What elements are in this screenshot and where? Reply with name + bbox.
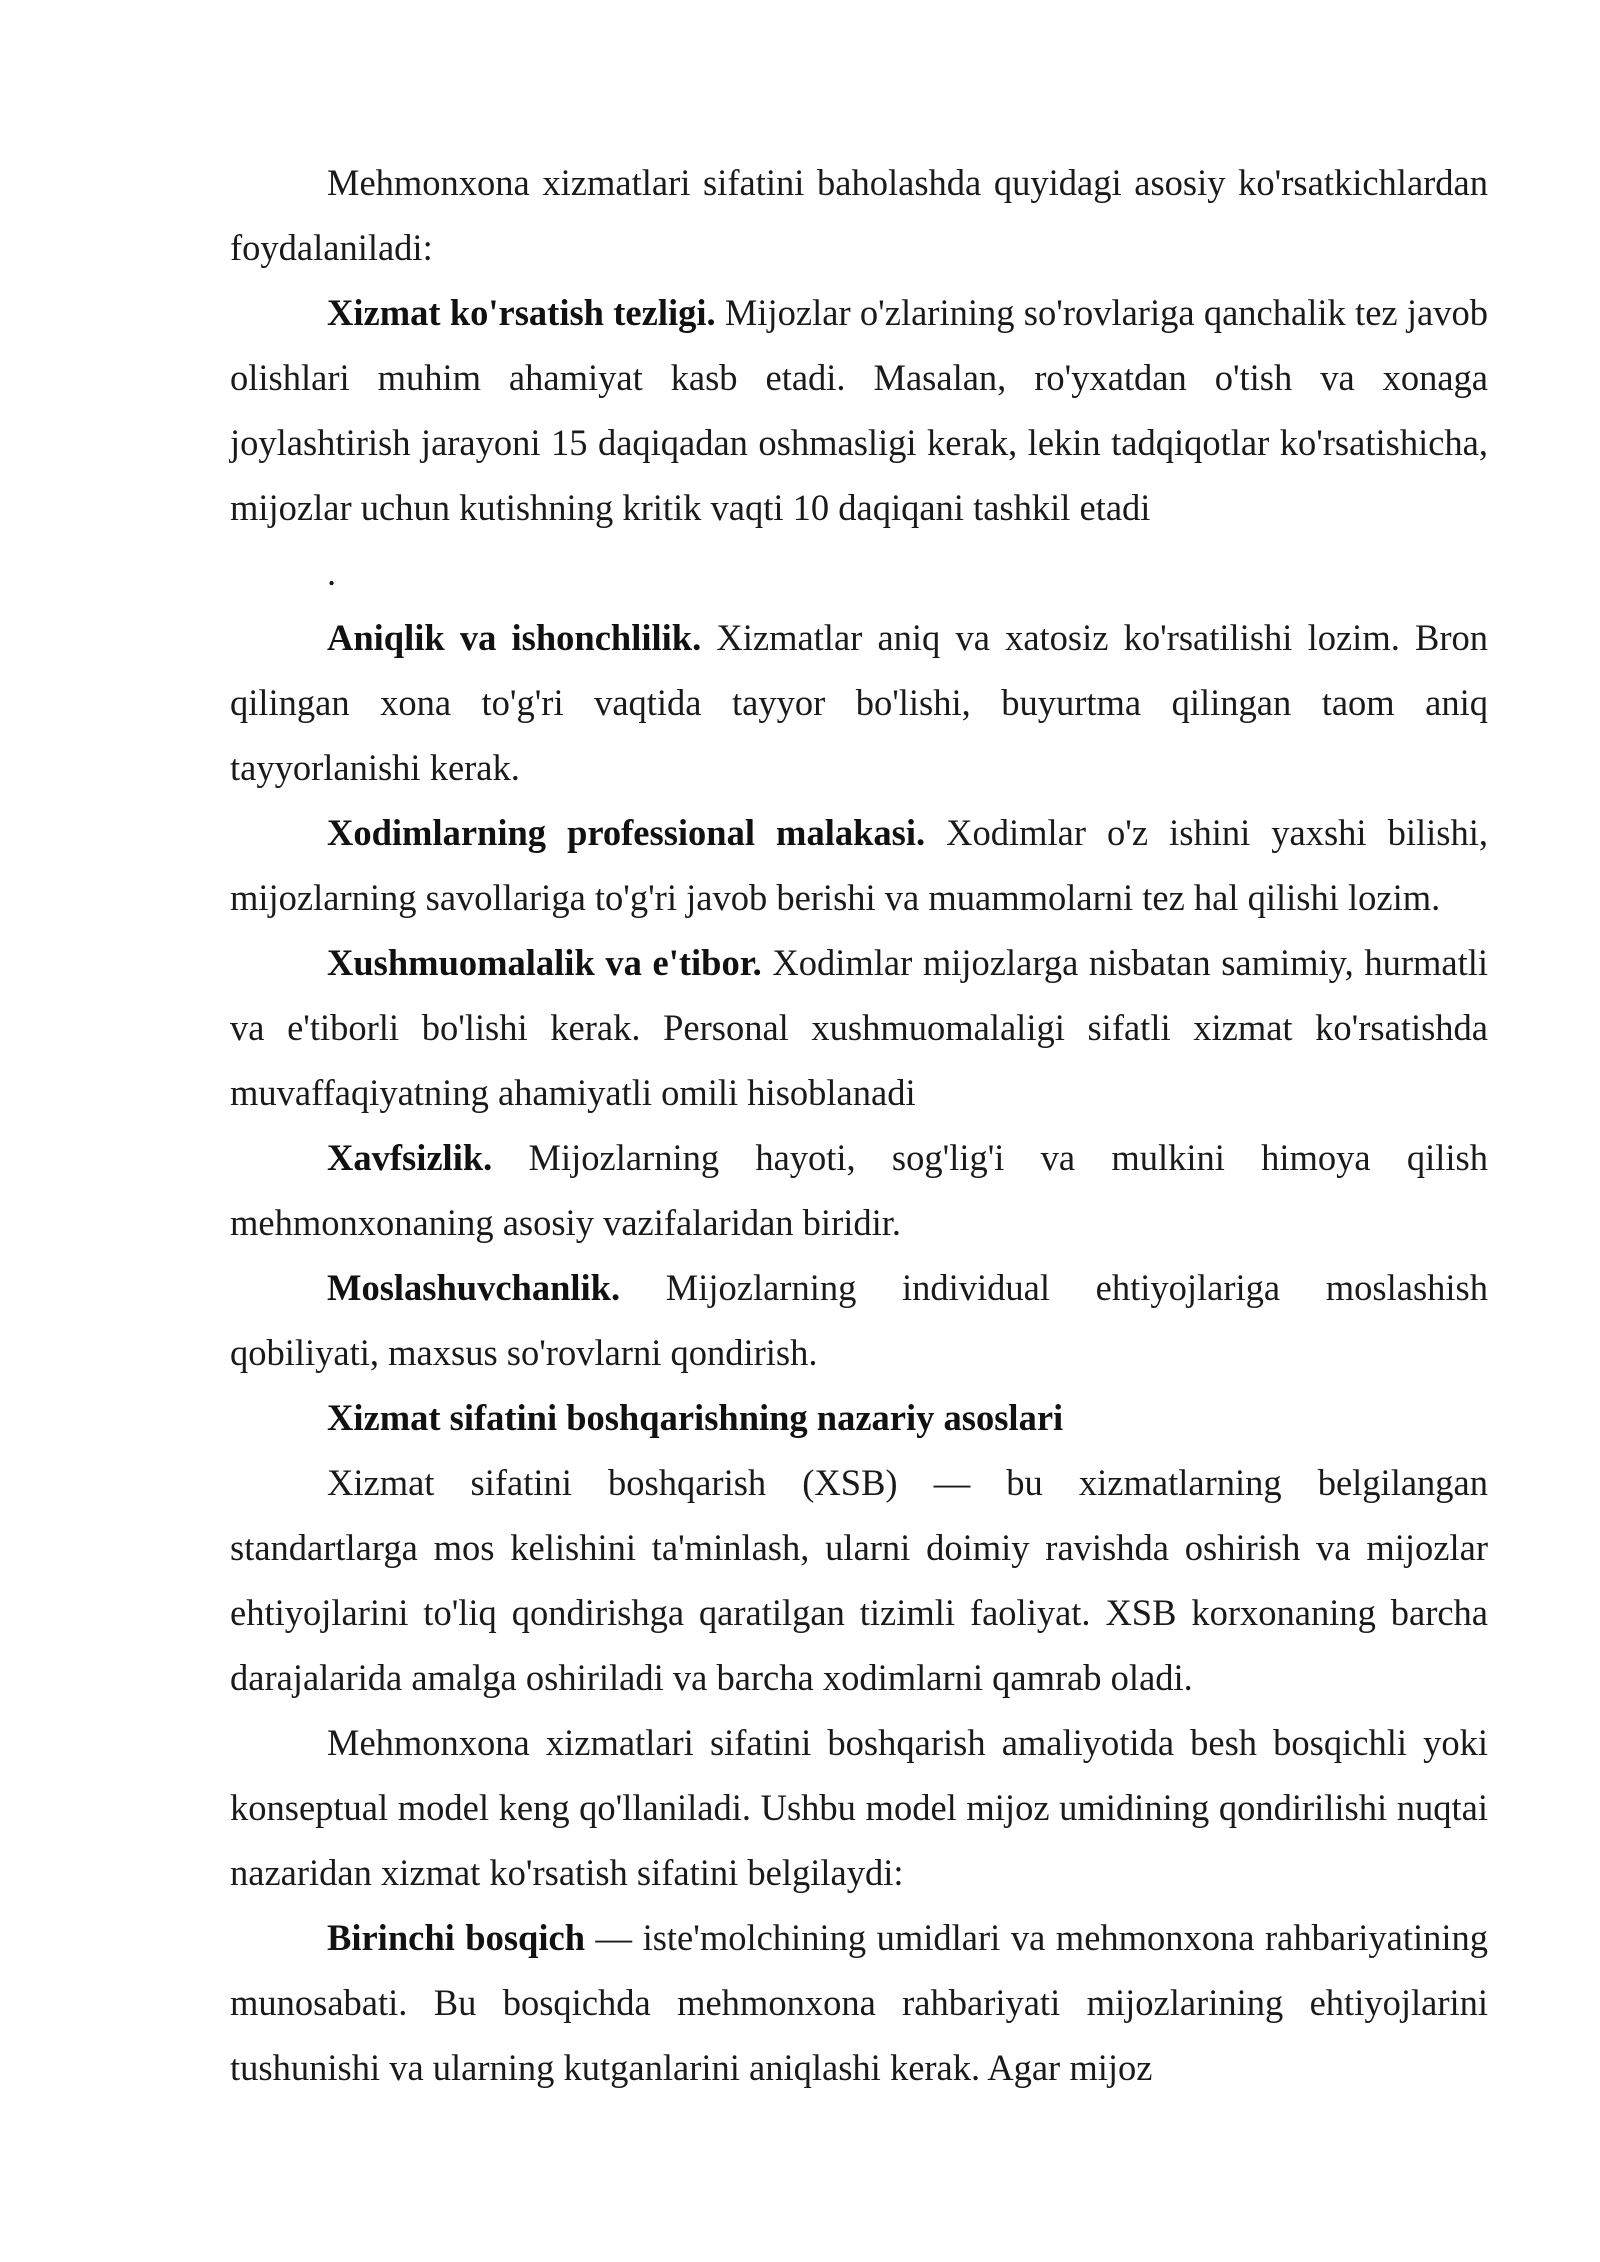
paragraph-lead: Xizmat ko'rsatish tezligi. bbox=[327, 292, 716, 333]
paragraph-lead: Xushmuomalalik va e'tibor. bbox=[327, 942, 762, 983]
paragraph-period bbox=[230, 540, 1488, 605]
paragraph-lead: Xavfsizlik. bbox=[327, 1137, 493, 1178]
paragraph-text: Mehmonxona xizmatlari sifatini boshqarish amaliyotida besh bosqichli yoki konseptual model keng qo'llaniladi. Ushbu model mijoz umidining qondirilishi nuqtai nazaridan xizmat ko'rsatish sifatini belgilaydi: bbox=[230, 1722, 1488, 1893]
paragraph-text: Mijozlar o'zlarining so'rovlariga qanchalik tez javob olishlari muhim ahamiyat kasb etadi. Masalan, ro'yxatdan o'tish va xonaga joylashtirish jarayoni 15 daqiqadan oshmasligi kerak, lekin tadqiqotlar ko'rsatishicha, mijozlar uchun kutishning kritik vaqti 10 daqiqani tashkil etadi bbox=[230, 292, 1488, 528]
paragraph-text: . bbox=[327, 552, 337, 593]
paragraph-text: Xizmatlar aniq va xatosiz ko'rsatilishi lozim. Bron qilingan xona to'g'ri vaqtida tayyor bo'lishi, buyurtma qilingan taom aniq tayyorlanishi kerak. bbox=[230, 617, 1488, 788]
paragraph-service-speed bbox=[230, 280, 1488, 540]
paragraph-intro bbox=[230, 150, 1488, 280]
section-heading bbox=[230, 1385, 1488, 1450]
paragraph-text: Xodimlar mijozlarga nisbatan samimiy, hurmatli va e'tiborli bo'lishi kerak. Personal xushmuomalaligi sifatli xizmat ko'rsatishda muvaffaqiyatning ahamiyatli omili hisoblanadi bbox=[230, 942, 1489, 1113]
paragraph-professional-skill bbox=[230, 800, 1488, 930]
paragraph-flexibility bbox=[230, 1255, 1488, 1385]
section-heading-text: Xizmat sifatini boshqarishning nazariy asoslari bbox=[327, 1397, 1064, 1438]
paragraph-text: Xodimlar o'z ishini yaxshi bilishi, mijozlarning savollariga to'g'ri javob berishi va muammolarni tez hal qilishi lozim. bbox=[230, 812, 1488, 918]
paragraph-text: — iste'molchining umidlari va mehmonxona rahbariyatining munosabati. Bu bosqichda mehmonxona rahbariyati mijozlarining ehtiyojlarini tushunishi va ularning kutganlarini aniqlashi kerak. Agar mijoz bbox=[230, 1917, 1488, 2088]
paragraph-text: Mijozlarning individual ehtiyojlariga moslashish qobiliyati, maxsus so'rovlarni qondirish. bbox=[230, 1267, 1488, 1373]
paragraph-text: Mehmonxona xizmatlari sifatini baholashda quyidagi asosiy ko'rsatkichlardan foydalaniladi: bbox=[230, 162, 1488, 268]
paragraph-xsb-definition bbox=[230, 1450, 1488, 1710]
paragraph-first-stage bbox=[230, 1905, 1488, 2100]
paragraph-accuracy bbox=[230, 605, 1488, 800]
paragraph-lead: Xodimlarning professional malakasi. bbox=[327, 812, 926, 853]
paragraph-lead: Aniqlik va ishonchlilik. bbox=[327, 617, 702, 658]
paragraph-courtesy bbox=[230, 930, 1488, 1125]
paragraph-lead: Birinchi bosqich bbox=[327, 1917, 585, 1958]
paragraph-text: Mijozlarning hayoti, sog'lig'i va mulkini himoya qilish mehmonxonaning asosiy vazifalaridan biridir. bbox=[230, 1137, 1488, 1243]
paragraph-text: Xizmat sifatini boshqarish (XSB) — bu xizmatlarning belgilangan standartlarga mos kelishini ta'minlash, ularni doimiy ravishda oshirish va mijozlar ehtiyojlarini to'liq qondirishga qaratilgan tizimli faoliyat. XSB korxonaning barcha darajalarida amalga oshiriladi va barcha xodimlarni qamrab oladi. bbox=[230, 1462, 1488, 1698]
paragraph-five-stage-model bbox=[230, 1710, 1488, 1905]
document-body bbox=[230, 150, 1488, 2100]
paragraph-lead: Moslashuvchanlik. bbox=[327, 1267, 621, 1308]
paragraph-safety bbox=[230, 1125, 1488, 1255]
